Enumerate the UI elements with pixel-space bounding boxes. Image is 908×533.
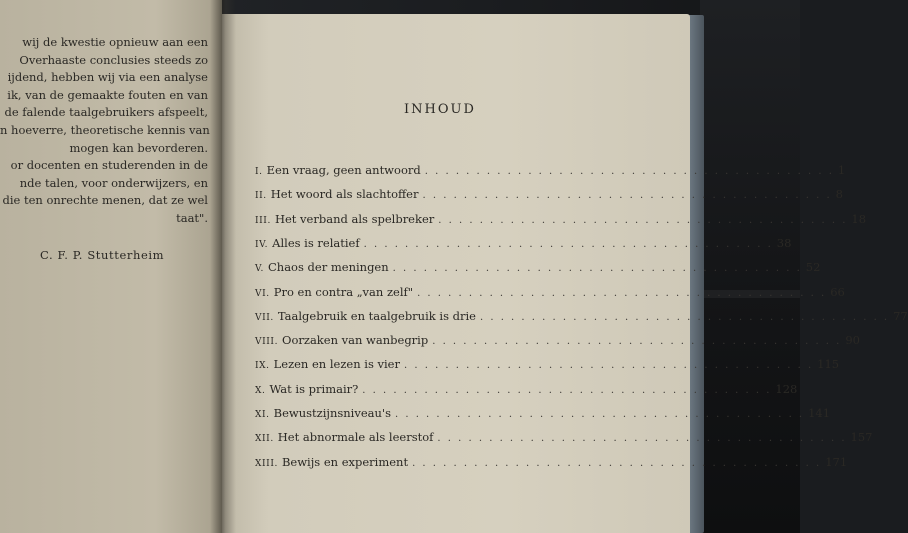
toc-leader-dots: . . . . . . . . . . . . . . . . . . . . . . . . . . . . . . . . . . . . . . . . bbox=[363, 238, 773, 250]
left-line: ijdend, hebben wij via een analyse bbox=[7, 70, 208, 85]
toc-entry bbox=[255, 284, 845, 305]
toc-chapter-title: Taalgebruik en taalgebruik is drie bbox=[277, 308, 476, 323]
toc-leader-dots: . . . . . . . . . . . . . . . . . . . . . . . . . . . . . . . . . . . . . . . . bbox=[479, 311, 890, 323]
toc-page-number: 8 bbox=[835, 187, 843, 202]
toc-chapter-title: Een vraag, geen antwoord bbox=[266, 163, 421, 177]
toc-chapter-title: Alles is relatief bbox=[272, 235, 360, 250]
toc-chapter-title: Het verband als spelbreker bbox=[274, 211, 435, 226]
toc-entry bbox=[255, 357, 840, 377]
toc-chapter-title: Oorzaken van wanbegrip bbox=[282, 333, 429, 348]
toc-entry bbox=[255, 430, 873, 450]
left-page-text bbox=[0, 34, 208, 228]
toc-chapter-number: IV. bbox=[255, 239, 269, 250]
toc-chapter-number: IX. bbox=[255, 361, 270, 372]
toc-leader-dots: . . . . . . . . . . . . . . . . . . . . . . . . . . . . . . . . . . . . . . . . bbox=[394, 409, 805, 420]
toc-leader-dots: . . . . . . . . . . . . . . . . . . . . . . . . . . . . . . . . . . . . . . . . bbox=[392, 263, 802, 275]
toc-page-number: 66 bbox=[830, 284, 845, 299]
left-line: taat". bbox=[176, 210, 208, 225]
left-line: die ten onrechte menen, dat ze wel bbox=[2, 193, 208, 208]
left-line: n hoeverre, theoretische kennis van bbox=[0, 122, 210, 137]
toc-entry bbox=[255, 308, 908, 329]
toc-chapter-title: Pro en contra „van zelf" bbox=[273, 284, 414, 299]
toc-chapter-title: Het abnormale als leerstof bbox=[277, 430, 434, 445]
left-line: Overhaaste conclusies steeds zo bbox=[19, 52, 208, 67]
toc-entry bbox=[255, 333, 860, 353]
left-line: wij de kwestie opnieuw aan een bbox=[22, 35, 208, 49]
toc-page-number: 141 bbox=[808, 406, 831, 420]
toc-page-number: 77 bbox=[893, 308, 908, 323]
toc-entry bbox=[255, 235, 792, 256]
toc-page-number: 38 bbox=[776, 235, 792, 250]
toc-leader-dots: . . . . . . . . . . . . . . . . . . . . . . . . . . . . . . . . . . . . . . . . bbox=[417, 287, 827, 299]
toc-chapter-number: II. bbox=[255, 191, 267, 202]
toc-chapter-title: Bewustzijnsniveau's bbox=[273, 406, 391, 420]
toc-chapter-number: III. bbox=[255, 215, 271, 226]
toc-chapter-number: VIII. bbox=[255, 337, 279, 348]
toc-entry bbox=[255, 454, 848, 475]
toc-chapter-title: Wat is primair? bbox=[269, 381, 359, 396]
left-line: mogen kan bevorderen. bbox=[69, 140, 208, 155]
left-line: de falende taalgebruikers afspeelt, bbox=[4, 105, 208, 120]
book-gutter bbox=[210, 0, 236, 533]
toc-leader-dots: . . . . . . . . . . . . . . . . . . . . . . . . . . . . . . . . . . . . . . . . bbox=[424, 166, 834, 177]
toc-chapter-number: VII. bbox=[255, 312, 274, 323]
toc-chapter-number: I. bbox=[255, 167, 263, 177]
left-line: nde talen, voor onderwijzers, en bbox=[19, 175, 208, 190]
toc-leader-dots: . . . . . . . . . . . . . . . . . . . . . . . . . . . . . . . . . . . . . . . . bbox=[432, 336, 842, 348]
toc-chapter-number: V. bbox=[255, 264, 264, 275]
toc-leader-dots: . . . . . . . . . . . . . . . . . . . . . . . . . . . . . . . . . . . . . . . . bbox=[404, 360, 814, 372]
toc-chapter-number: XII. bbox=[255, 434, 274, 445]
left-page bbox=[0, 0, 222, 533]
toc-page-number: 18 bbox=[851, 211, 867, 226]
toc-leader-dots: . . . . . . . . . . . . . . . . . . . . . . . . . . . . . . . . . . . . . . . . bbox=[438, 214, 848, 226]
toc-chapter-title: Het woord als slachtoffer bbox=[270, 187, 419, 202]
toc-page-number: 115 bbox=[817, 357, 840, 372]
toc-leader-dots: . . . . . . . . . . . . . . . . . . . . . . . . . . . . . . . . . . . . . . . . bbox=[412, 457, 822, 469]
toc-entry bbox=[255, 406, 831, 426]
toc-page-number: 157 bbox=[850, 430, 873, 445]
toc-entry bbox=[255, 211, 867, 232]
toc-entry bbox=[255, 381, 798, 402]
author-signature: C. F. P. Stutterheim bbox=[40, 248, 165, 262]
left-line: or docenten en studerenden in de bbox=[10, 158, 208, 173]
toc-leader-dots: . . . . . . . . . . . . . . . . . . . . . . . . . . . . . . . . . . . . . . . . bbox=[362, 384, 772, 396]
toc-chapter-title: Chaos der meningen bbox=[268, 260, 389, 275]
toc-leader-dots: . . . . . . . . . . . . . . . . . . . . . . . . . . . . . . . . . . . . . . . . bbox=[422, 190, 832, 202]
toc-chapter-number: XI. bbox=[255, 410, 270, 420]
toc-chapter-title: Lezen en lezen is vier bbox=[273, 357, 400, 372]
toc-chapter-title: Bewijs en experiment bbox=[281, 454, 409, 469]
toc-chapter-number: X. bbox=[255, 385, 266, 396]
toc-page-number: 171 bbox=[825, 454, 848, 469]
toc-leader-dots: . . . . . . . . . . . . . . . . . . . . . . . . . . . . . . . . . . . . . . . . bbox=[437, 433, 847, 445]
toc-chapter-number: XIII. bbox=[255, 458, 278, 469]
toc-entry bbox=[255, 163, 846, 183]
toc-chapter-number: VI. bbox=[255, 288, 270, 299]
left-line: ik, van de gemaakte fouten en van bbox=[7, 87, 208, 102]
toc-title: INHOUD bbox=[404, 102, 476, 117]
toc-page-number: 128 bbox=[775, 381, 798, 396]
toc-page-number: 90 bbox=[845, 333, 860, 348]
toc-entry bbox=[255, 260, 821, 280]
toc-page-number: 1 bbox=[837, 163, 846, 177]
toc-page-number: 52 bbox=[805, 260, 821, 275]
toc-entry bbox=[255, 187, 843, 207]
